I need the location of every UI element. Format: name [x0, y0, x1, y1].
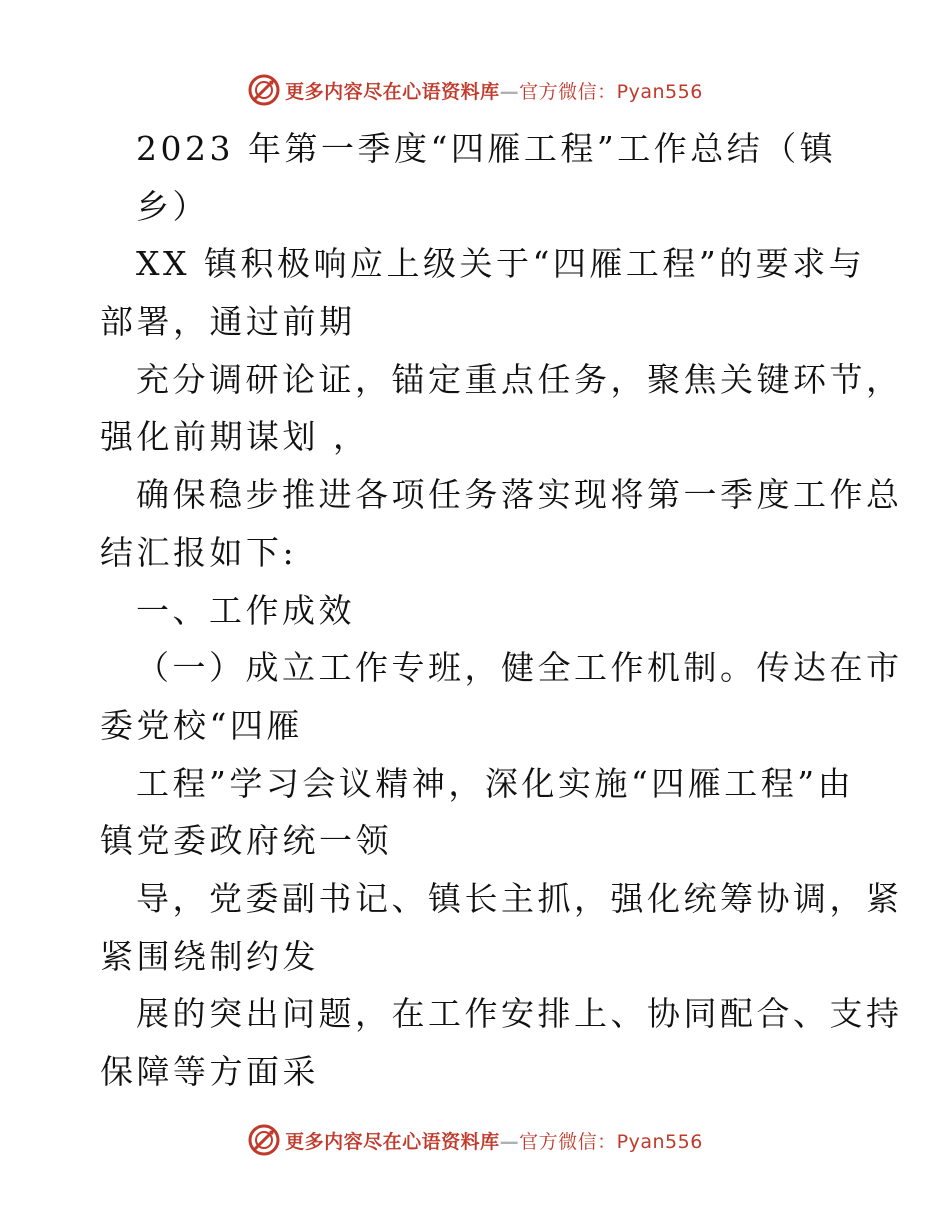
- document-line: 展的突出问题，在工作安排上、协同配合、支持: [136, 994, 903, 1034]
- document-line: 强化前期谋划 ，: [100, 417, 370, 457]
- document-line: 紧围绕制约发: [100, 936, 319, 976]
- watermark-text: [285, 77, 703, 104]
- document-line: 镇党委政府统一领: [100, 821, 392, 861]
- header-watermark: [0, 70, 950, 110]
- watermark-account: 官方微信：Pyan556: [519, 1130, 703, 1153]
- document-line: 委党校“四雁: [100, 705, 303, 745]
- watermark-text: [285, 1127, 703, 1154]
- document-line: 部署，通过前期: [100, 302, 356, 342]
- document-line: XX 镇积极响应上级关于“四雁工程”的要求与: [136, 244, 866, 284]
- document-line: 一、工作成效: [136, 590, 355, 630]
- document-body: [100, 120, 903, 1101]
- document-line: 导，党委副书记、镇长主抓，强化统筹协调，紧: [136, 878, 903, 918]
- document-line: 确保稳步推进各项任务落实现将第一季度工作总: [136, 475, 903, 515]
- document-line: 保障等方面采: [100, 1052, 319, 1091]
- document-line: （一）成立工作专班，健全工作机制。传达在市: [136, 648, 903, 688]
- watermark-dash: —: [499, 1130, 520, 1153]
- document-line: 2023 年第一季度“四雁工程”工作总结（镇: [136, 129, 837, 168]
- document-line: 充分调研论证，锚定重点任务，聚焦关键环节，: [136, 359, 903, 399]
- watermark-account: 官方微信：Pyan556: [519, 80, 703, 103]
- watermark-brand: 更多内容尽在心语资料库: [285, 1130, 500, 1153]
- footer-watermark: [0, 1120, 950, 1160]
- xinyu-logo-icon: [247, 1123, 281, 1157]
- document-line: 工程”学习会议精神，深化实施“四雁工程”由: [136, 763, 855, 803]
- watermark-dash: —: [499, 80, 520, 103]
- watermark-brand: 更多内容尽在心语资料库: [285, 80, 500, 103]
- document-line: 乡）: [136, 186, 209, 226]
- document-line: 结汇报如下:: [100, 532, 298, 572]
- xinyu-logo-icon: [247, 73, 281, 107]
